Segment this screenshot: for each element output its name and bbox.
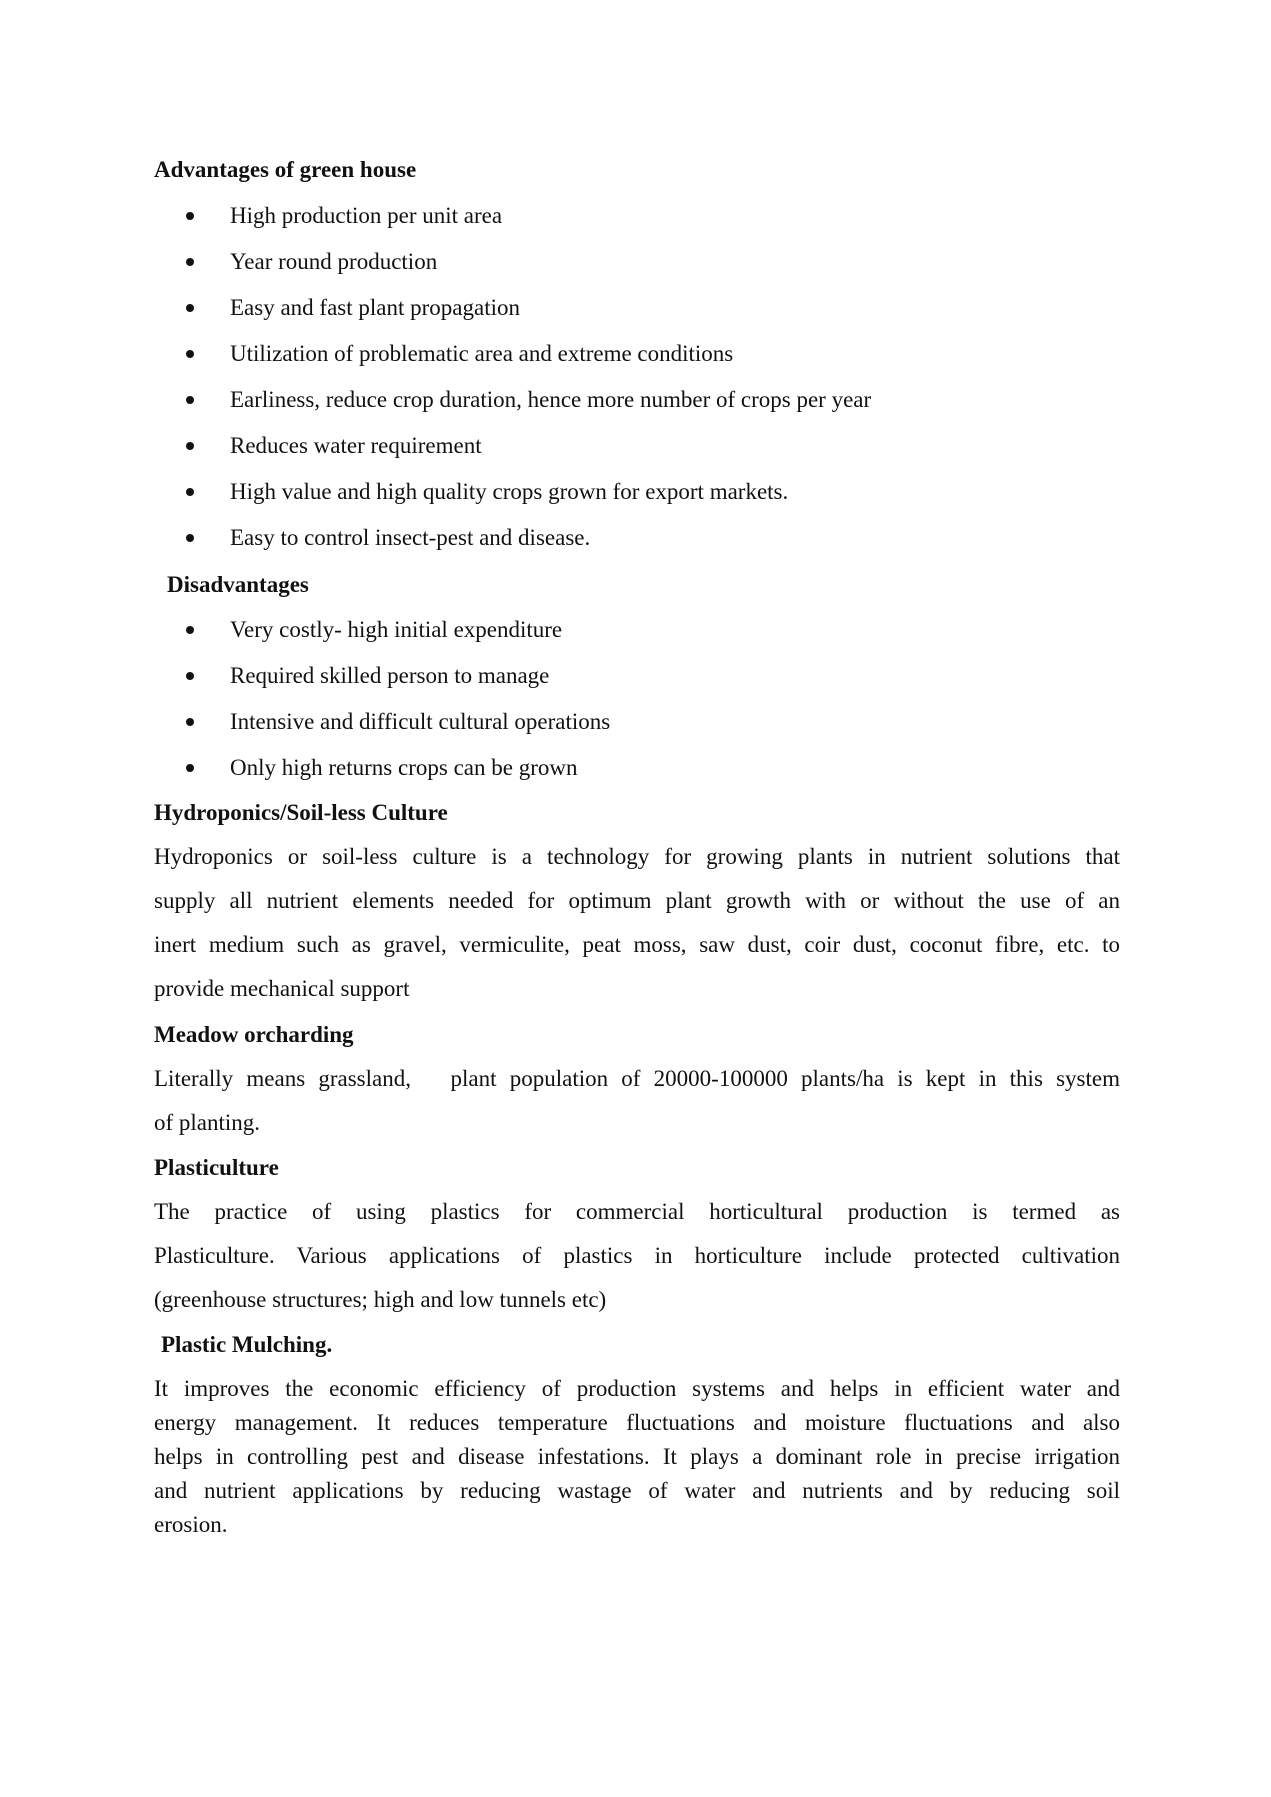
bullet-icon: [186, 350, 194, 358]
bullet-icon: [186, 304, 194, 312]
bullet-icon: [186, 488, 194, 496]
bullet-icon: [186, 396, 194, 404]
bullet-icon: [186, 718, 194, 726]
advantages-heading: Advantages of green house: [154, 157, 417, 182]
plasticulture-heading: Plasticulture: [154, 1155, 279, 1180]
meadow-paragraph: Literally means grassland, plant population of 20000-100000 plants/ha is kept in this system of planting.: [154, 1066, 1120, 1135]
bullet-icon: [186, 258, 194, 266]
bullet-icon: [186, 442, 194, 450]
hydroponics-heading: Hydroponics/Soil-less Culture: [154, 800, 448, 825]
plasticulture-paragraph: The practice of using plastics for commercial horticultural production is termed as Plasticulture. Various applications of plastics in horticulture include protected cultivation (greenhouse structures; high and low tunnels etc): [154, 1199, 1120, 1312]
disadvantages-heading: Disadvantages: [167, 572, 309, 597]
bullet-icon: [186, 212, 194, 220]
mulching-heading: Plastic Mulching.: [161, 1332, 333, 1357]
bullet-icon: [186, 626, 194, 634]
hydroponics-paragraph: Hydroponics or soil-less culture is a technology for growing plants in nutrient solutions that supply all nutrient elements needed for optimum plant growth with or without the use of an inert medium such as gravel, vermiculite, peat moss, saw dust, coir dust, coconut fibre, etc. to provide mechanical support: [154, 844, 1120, 1001]
bullet-icon: [186, 672, 194, 680]
meadow-heading: Meadow orcharding: [154, 1022, 354, 1047]
mulching-paragraph: It improves the economic efficiency of production systems and helps in efficient water and energy management. It reduces temperature fluctuations and moisture fluctuations and also helps in controlling pest and disease infestations. It plays a dominant role in precise irrigation and nutrient applications by reducing wastage of water and nutrients and by reducing soil erosion.: [154, 1376, 1120, 1537]
bullet-icon: [186, 534, 194, 542]
bullet-icon: [186, 764, 194, 772]
document-page: Advantages of green house High production per unit area Year round production Easy and fast plant propagation Utilization of problematic area and extreme conditions Earliness, reduce crop duration, hence more number of crops per year Reduces water requirement High value and high quality crops grown for export markets. Easy to control insect-pest and disease. Disadvantages Very costly- high initial expenditure Required skilled person to manage Intensive and difficult cultural operations Only high returns crops can be grown Hydroponics/Soil-less Culture Hydroponics or soil-less culture is a technology for growing plants in nutrient solutions that supply all nutrient elements needed for optimum plant growth with or without the use of an inert medium such as gravel, vermiculite, peat moss, saw dust, coir dust, coconut fibre, etc. to provide mechanical support Meadow orcharding Literally means grassland, plant population of 20000-100000 plants/ha is kept in this system of planting. Plasticulture The practice of using plastics for commercial horticultural production is termed as Plasticulture. Various applications of plastics in horticulture include protected cultivation (greenhouse structures; high and low tunnels etc) Plastic Mulching. It improves the economic efficiency of production systems and helps in efficient water and energy management. It reduces temperature fluctuations and moisture fluctuations and also helps in controlling pest and disease infestations. It plays a dominant role in precise irrigation and nutrient applications by reducing wastage of water and nutrients and by reducing soil erosion.: [0, 0, 1271, 1797]
